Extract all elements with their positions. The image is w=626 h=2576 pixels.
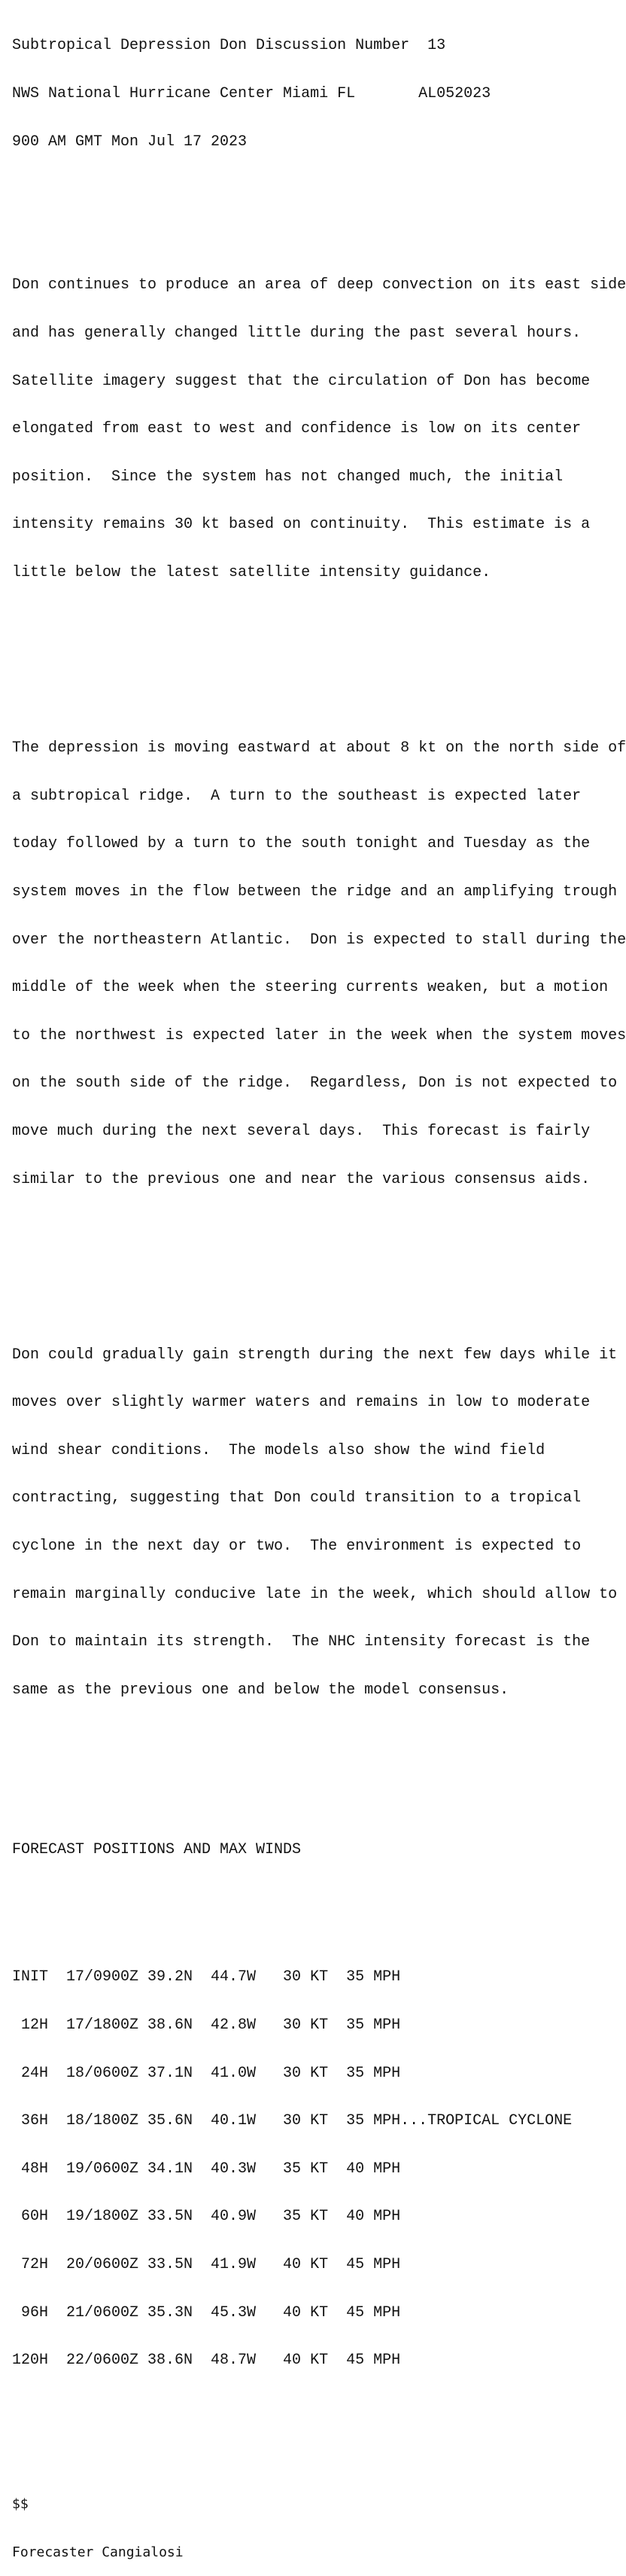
paragraph-intensity-forecast [12, 1315, 626, 1730]
text-line: Don continues to produce an area of deep convection on its east side [12, 276, 626, 294]
forecast-row: 96H 21/0600Z 35.3N 45.3W 40 KT 45 MPH [12, 2303, 401, 2321]
forecaster-signature: Forecaster Cangialosi [12, 2544, 184, 2560]
issue-time: 900 AM GMT Mon Jul 17 2023 [12, 133, 248, 151]
text-line: cyclone in the next day or two. The environment is expected to [12, 1538, 582, 1556]
text-line: The depression is moving eastward at about 8 kt on the north side of [12, 739, 626, 758]
text-line: a subtropical ridge. A turn to the southeast is expected later [12, 787, 582, 805]
text-line: middle of the week when the steering currents weaken, but a motion [12, 979, 609, 997]
text-line: and has generally changed little during the past several hours. [12, 324, 582, 342]
text-line: position. Since the system has not changed much, the initial [12, 468, 564, 486]
text-line: moves over slightly warmer waters and remains in low to moderate [12, 1394, 591, 1412]
product-terminator: $$ [12, 2496, 29, 2512]
discussion-title: Subtropical Depression Don Discussion Number 13 [12, 37, 446, 55]
text-line: on the south side of the ridge. Regardless, Don is not expected to [12, 1075, 618, 1093]
text-line: Satellite imagery suggest that the circulation of Don has become [12, 372, 591, 390]
forecast-row: 48H 19/0600Z 34.1N 40.3W 35 KT 40 MPH [12, 2160, 401, 2178]
text-line: over the northeastern Atlantic. Don is expected to stall during the [12, 931, 626, 949]
text-line: system moves in the flow between the ridge and an amplifying trough [12, 883, 618, 901]
text-line: Don could gradually gain strength during the next few days while it [12, 1346, 618, 1364]
text-line: elongated from east to west and confidence is low on its center [12, 420, 582, 438]
forecast-row: 36H 18/1800Z 35.6N 40.1W 30 KT 35 MPH...TROPICAL CYCLONE [12, 2112, 573, 2130]
text-line: wind shear conditions. The models also show the wind field [12, 1441, 545, 1459]
paragraph-track-forecast [12, 709, 626, 1219]
forecast-row: 24H 18/0600Z 37.1N 41.0W 30 KT 35 MPH [12, 2064, 401, 2082]
forecast-row: 60H 19/1800Z 33.5N 40.9W 35 KT 40 MPH [12, 2208, 401, 2226]
text-line: intensity remains 30 kt based on continuity. This estimate is a [12, 516, 591, 534]
text-line: today followed by a turn to the south tonight and Tuesday as the [12, 835, 591, 853]
text-line: Don to maintain its strength. The NHC intensity forecast is the [12, 1633, 591, 1651]
discussion-document [12, 6, 626, 2576]
forecast-row: 72H 20/0600Z 33.5N 41.9W 40 KT 45 MPH [12, 2256, 401, 2274]
text-line: move much during the next several days. This forecast is fairly [12, 1122, 591, 1140]
text-line: little below the latest satellite intensity guidance. [12, 563, 491, 581]
forecast-heading: FORECAST POSITIONS AND MAX WINDS [12, 1840, 302, 1858]
text-line: remain marginally conducive late in the week, which should allow to [12, 1585, 618, 1603]
text-line: same as the previous one and below the model consensus. [12, 1681, 509, 1699]
forecast-row: 12H 17/1800Z 38.6N 42.8W 30 KT 35 MPH [12, 2017, 401, 2035]
text-line: similar to the previous one and near the various consensus aids. [12, 1170, 591, 1188]
issuing-office: NWS National Hurricane Center Miami FL AL052023 [12, 85, 491, 102]
text-line: contracting, suggesting that Don could transition to a tropical [12, 1489, 582, 1507]
forecast-table [12, 1937, 626, 2401]
forecast-row: INIT 17/0900Z 39.2N 44.7W 30 KT 35 MPH [12, 1968, 401, 1986]
paragraph-current-status [12, 245, 626, 613]
text-line: to the northwest is expected later in the week when the system moves [12, 1026, 626, 1044]
forecast-row: 120H 22/0600Z 38.6N 48.7W 40 KT 45 MPH [12, 2352, 401, 2370]
